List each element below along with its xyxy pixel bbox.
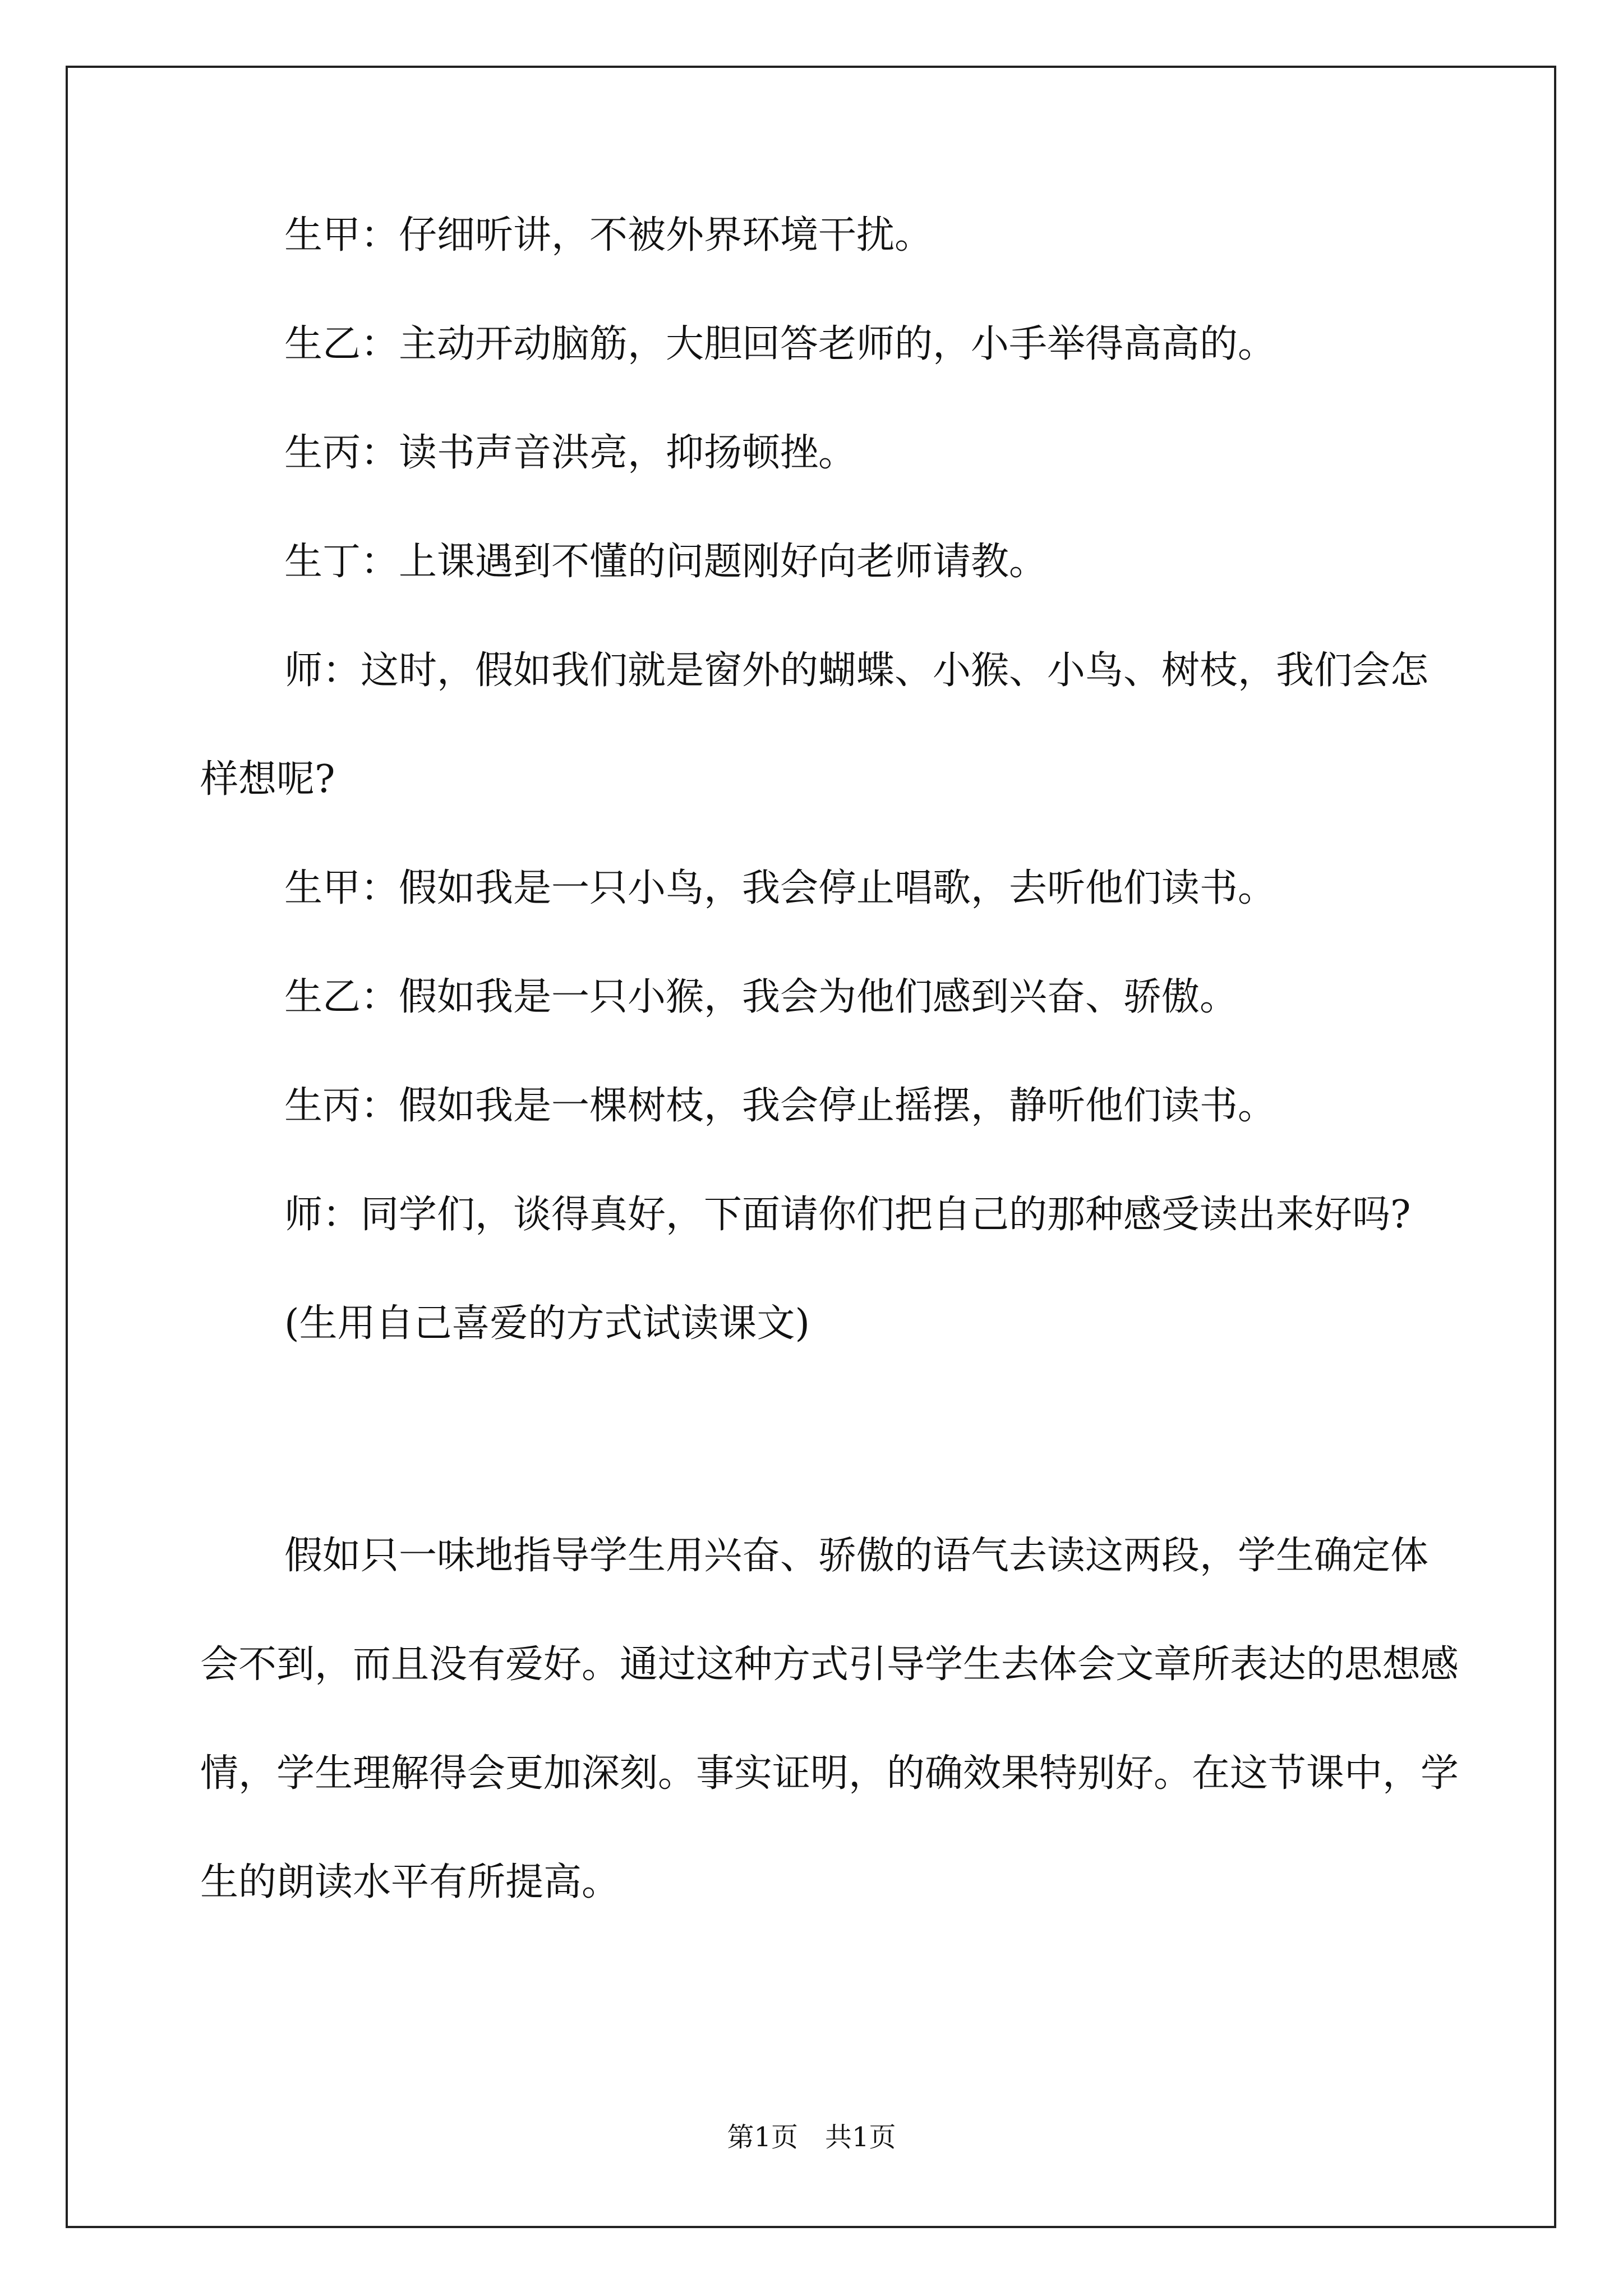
- paragraph-1: 生甲：仔细听讲，不被外界环境干扰。: [284, 213, 933, 257]
- document-body: [200, 213, 1462, 1969]
- paragraph-reflection: 假如只一味地指导学生用兴奋、骄傲的语气去读这两段，学生确定体会不到，而且没有爱好。通过这种方式引导学生去体会文章所表达的思想感情，学生理解得会更加深刻。事实证明，的确效果特别好。在这节课中，学生的朗读水平有所提高。: [200, 1534, 1459, 1904]
- paragraph-3: 生丙：读书声音洪亮，抑扬顿挫。: [284, 431, 857, 475]
- paragraph-8: 生丙：假如我是一棵树枝，我会停止摇摆，静听他们读书。: [284, 1084, 1276, 1128]
- paragraph-9: 师：同学们，谈得真好，下面请你们把自己的那种感受读出来好吗?: [284, 1193, 1411, 1237]
- paragraph-6: 生甲：假如我是一只小鸟，我会停止唱歌，去听他们读书。: [284, 866, 1276, 910]
- paragraph-10: (生用自己喜爱的方式试读课文): [284, 1301, 810, 1346]
- paragraph-4: 生丁：上课遇到不懂的问题刚好向老师请教。: [284, 540, 1048, 584]
- page-footer: 第1页 共1页: [727, 2122, 896, 2153]
- paragraph-2: 生乙：主动开动脑筋，大胆回答老师的，小手举得高高的。: [284, 322, 1276, 366]
- paragraph-5: 师：这时，假如我们就是窗外的蝴蝶、小猴、小鸟、树枝，我们会怎样想呢?: [200, 648, 1429, 802]
- paragraph-7: 生乙：假如我是一只小猴，我会为他们感到兴奋、骄傲。: [284, 975, 1238, 1019]
